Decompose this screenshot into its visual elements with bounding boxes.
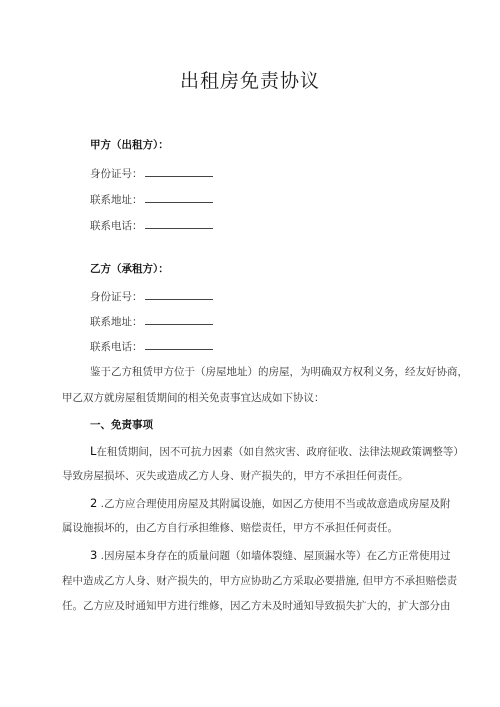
item-1-line-2: 导致房屋损坏、灭失或造成乙方人身、财产损失的，甲方不承担任何责任。 [62, 470, 409, 482]
item-1-number: L [90, 444, 97, 458]
document-title: 出租房免责协议 [179, 70, 320, 92]
item-3-number: 3 [90, 548, 98, 562]
item-3-line-1 [90, 548, 451, 563]
party-a-phone-label: 联系电话： [90, 220, 143, 232]
party-b-heading: 乙方（承租方）： [90, 263, 169, 275]
party-a-phone-field [90, 218, 213, 233]
party-a-id-label: 身份证号： [90, 168, 143, 180]
party-a-phone-blank [145, 218, 213, 229]
party-b-phone-label: 联系电话： [90, 341, 143, 353]
item-1-text-1: 在租赁期间，因不可抗力因素（如自然灾害、政府征收、法律法规政策调整等） [96, 446, 464, 458]
party-b-address-label: 联系地址： [90, 316, 143, 328]
item-3-line-2: 程中造成乙方人身、财产损失的，甲方应协助乙方采取必要措施, 但甲方不承担赔偿责 [62, 575, 458, 587]
party-b-address-field [90, 314, 213, 329]
party-a-address-label: 联系地址： [90, 194, 143, 206]
item-2-number: 2 [90, 496, 98, 510]
item-1-line-1 [90, 444, 464, 459]
party-b-id-blank [145, 289, 213, 300]
intro-line-2: 甲乙双方就房屋租赁期间的相关免责事宜达成如下协议： [62, 392, 325, 404]
party-a-address-blank [145, 192, 213, 203]
party-a-heading: 甲方（出租方）： [90, 139, 169, 151]
item-2-line-2: 属设施损坏的，由乙方自行承担维修、赔偿责任，甲方不承担任何责任。 [62, 522, 398, 534]
party-b-id-label: 身份证号： [90, 291, 143, 303]
party-a-address-field [90, 192, 213, 207]
party-b-phone-field [90, 339, 213, 354]
party-a-id-blank [145, 166, 213, 177]
section-1-heading: 一、免责事项 [90, 419, 153, 431]
item-3-text-1: .因房屋本身存在的质量问题（如墙体裂缝、屋顶漏水等）在乙方正常使用过 [100, 550, 451, 562]
party-b-phone-blank [145, 339, 213, 350]
intro-line-1: 鉴于乙方租赁甲方位于（房屋地址）的房屋，为明确双方权利义务，经友好协商， [90, 366, 468, 378]
party-b-address-blank [145, 314, 213, 325]
item-3-line-3: 任。乙方应及时通知甲方进行维修，因乙方未及时通知导致损失扩大的，扩大部分由 [62, 600, 451, 612]
item-2-text-1: .乙方应合理使用房屋及其附属设施，如因乙方使用不当或故意造成房屋及附 [100, 498, 451, 510]
item-2-line-1 [90, 496, 451, 511]
party-a-id-field [90, 166, 213, 181]
party-b-id-field [90, 289, 213, 304]
